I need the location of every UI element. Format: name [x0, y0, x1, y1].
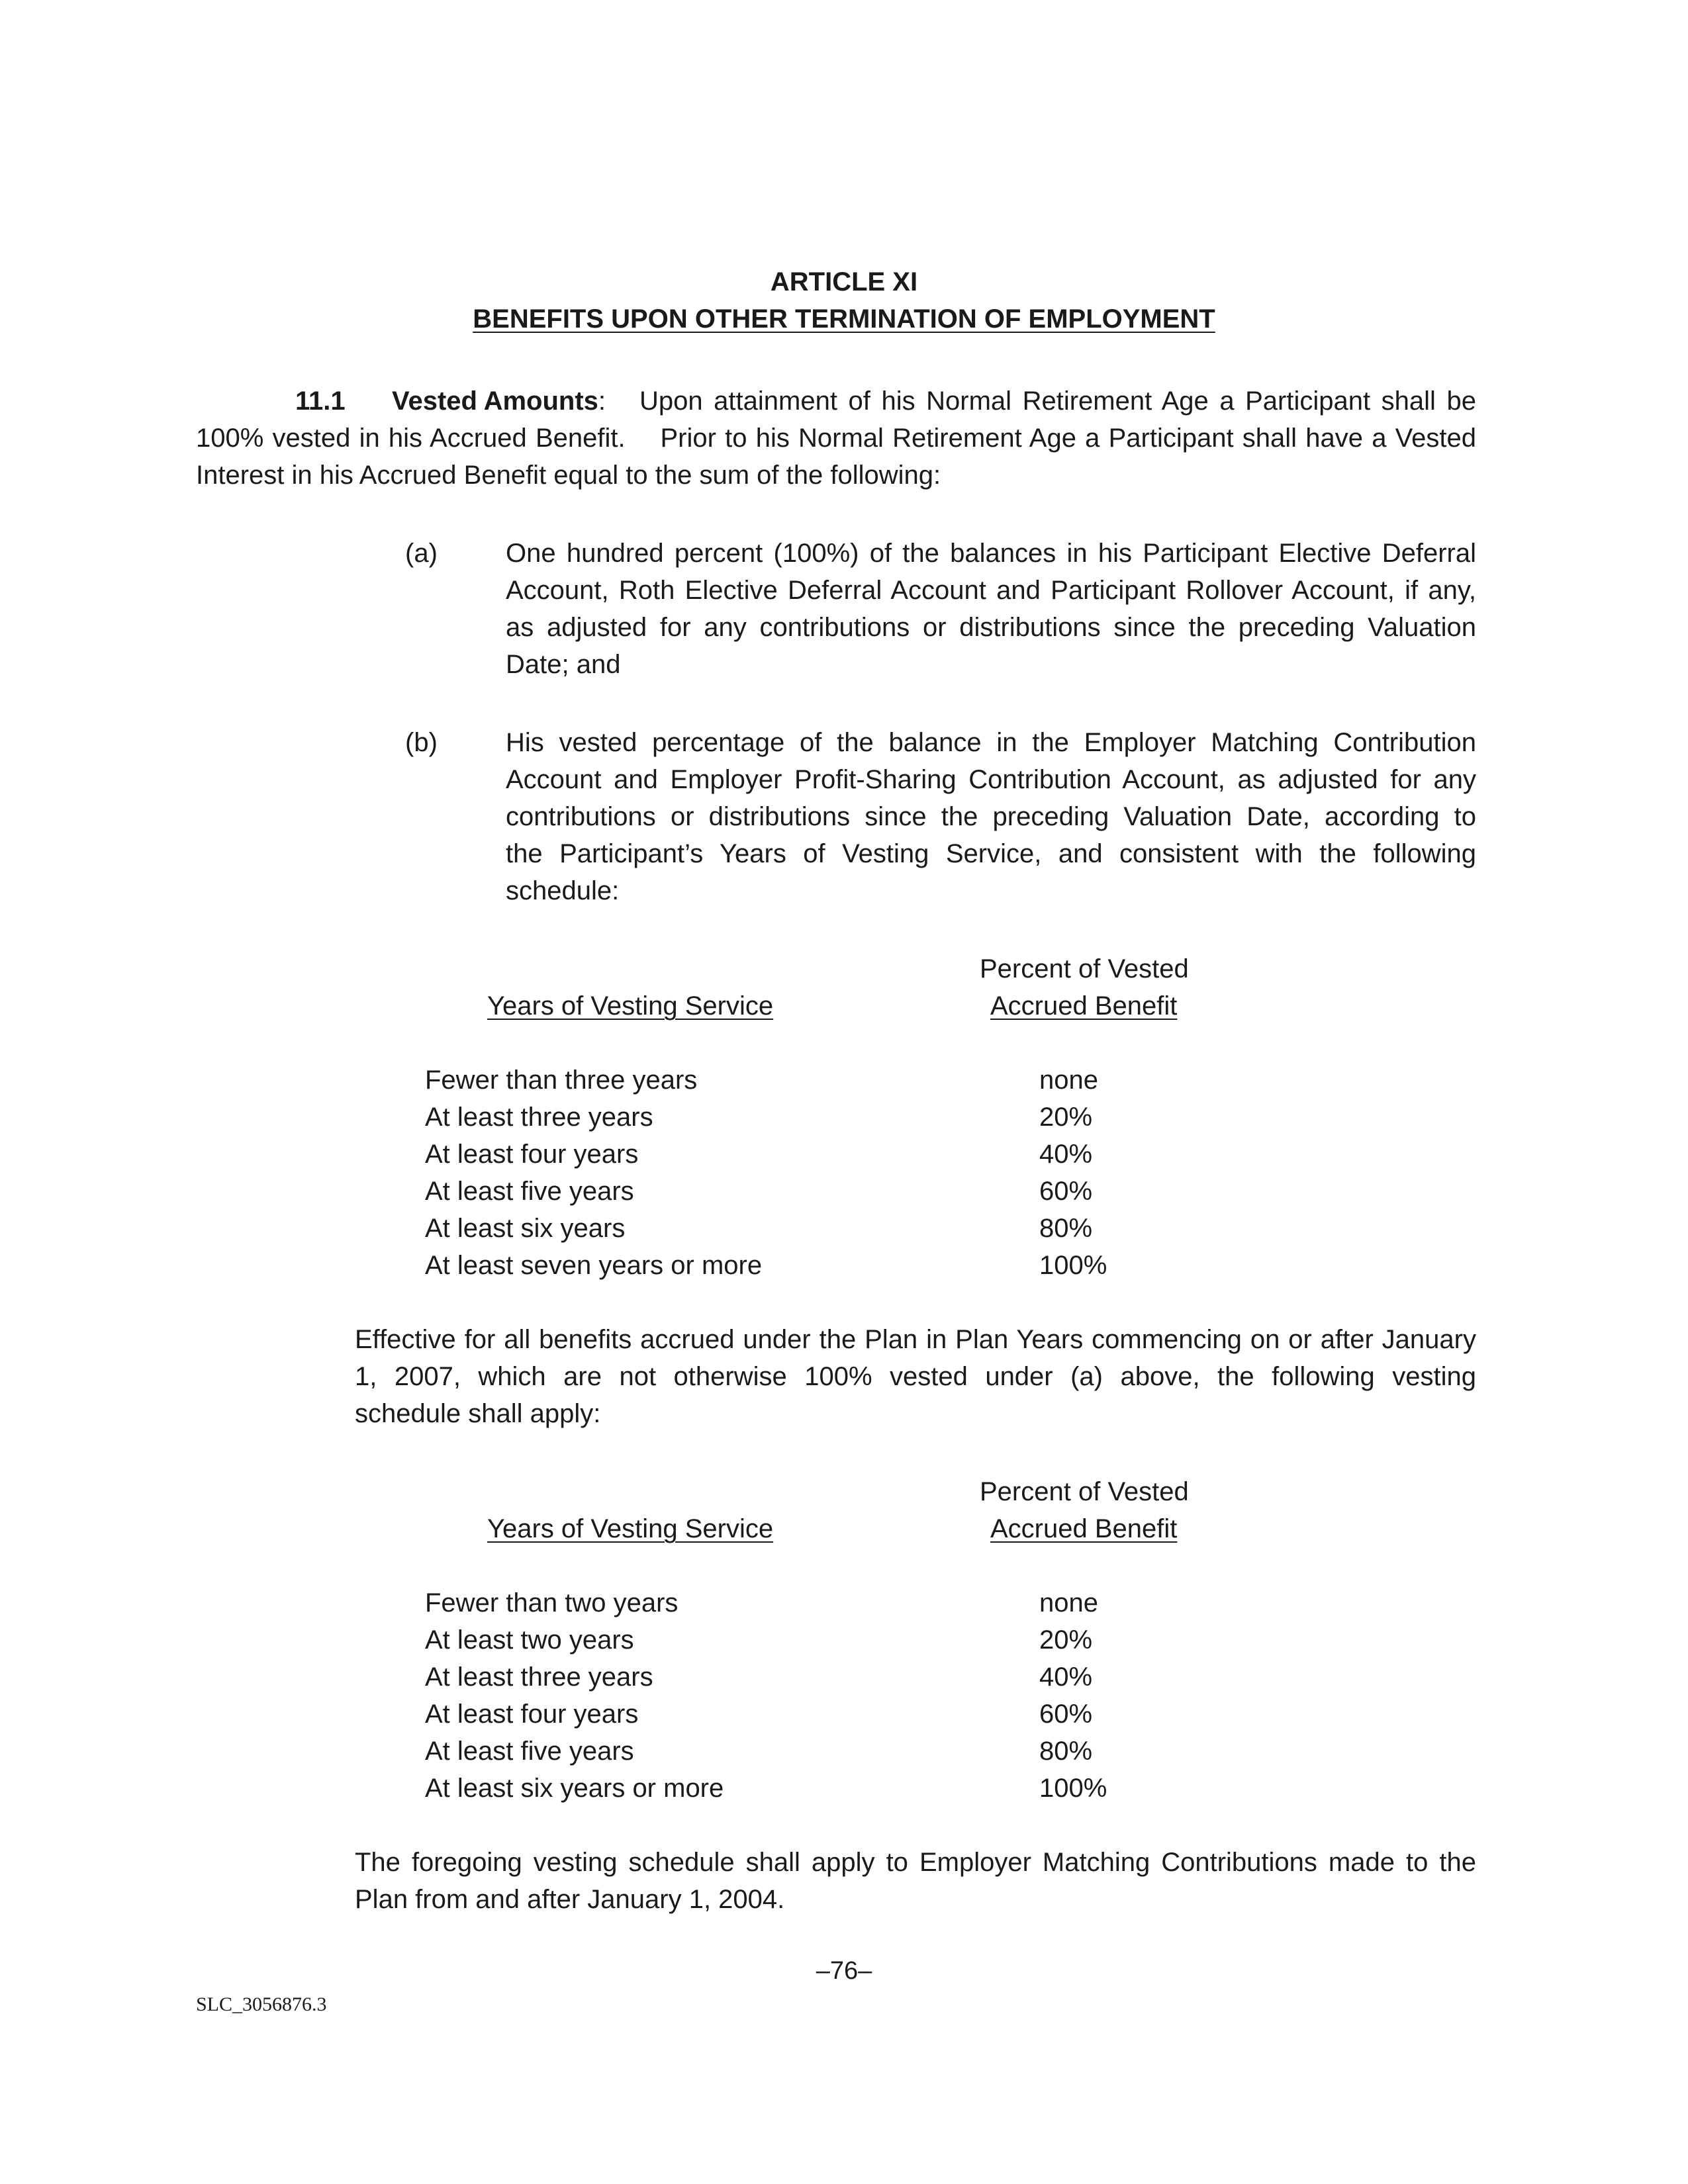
- table2-service-cell: At least five years: [425, 1737, 634, 1766]
- table2-percent-cell: 80%: [1039, 1737, 1093, 1766]
- table1-percent-cell: none: [1039, 1066, 1098, 1095]
- table2-percent-cell: 20%: [1039, 1625, 1093, 1655]
- item-b-line: the Participant’s Years of Vesting Service, and consistent with the following: [506, 839, 1476, 868]
- table2-percent-cell: 40%: [1039, 1662, 1093, 1692]
- item-b-line: schedule:: [506, 876, 620, 905]
- table2-service-cell: At least three years: [425, 1662, 653, 1692]
- table1-col2-header-line1: Percent of Vested: [980, 954, 1189, 983]
- table1-percent-cell: 40%: [1039, 1140, 1093, 1169]
- table2-percent-cell: 60%: [1039, 1700, 1093, 1729]
- section-text-line-1: Upon attainment of his Normal Retirement Age a Participant shall be: [639, 387, 1476, 416]
- item-a-line: Account, Roth Elective Deferral Account and Participant Rollover Account, if any,: [506, 576, 1476, 605]
- table2-percent-cell: 100%: [1039, 1774, 1107, 1803]
- paragraph2-line: schedule shall apply:: [355, 1399, 601, 1428]
- paragraph3-line: Plan from and after January 1, 2004.: [355, 1885, 785, 1914]
- table2-col2-header-line2: Accrued Benefit: [990, 1514, 1178, 1543]
- table2-service-cell: At least six years or more: [425, 1774, 724, 1803]
- table1-service-cell: At least three years: [425, 1103, 653, 1132]
- item-b-line: His vested percentage of the balance in the Employer Matching Contribution: [506, 728, 1476, 757]
- section-heading: Vested Amounts:: [392, 387, 606, 416]
- paragraph2-line: 1, 2007, which are not otherwise 100% vested under (a) above, the following vesting: [355, 1362, 1476, 1391]
- table1-service-cell: At least four years: [425, 1140, 639, 1169]
- item-a-line: Date; and: [506, 650, 621, 679]
- section-number: 11.1: [295, 387, 346, 416]
- document-id: SLC_3056876.3: [196, 1993, 327, 2015]
- table1-service-cell: At least six years: [425, 1214, 626, 1243]
- table1-service-cell: At least five years: [425, 1177, 634, 1206]
- article-number: ARTICLE XI: [770, 267, 918, 296]
- table2-col1-header: Years of Vesting Service: [487, 1514, 774, 1543]
- table1-percent-cell: 60%: [1039, 1177, 1093, 1206]
- item-a-label: (a): [405, 539, 438, 568]
- table1-percent-cell: 100%: [1039, 1251, 1107, 1280]
- article-title: BENEFITS UPON OTHER TERMINATION OF EMPLOYMENT: [473, 304, 1215, 334]
- table1-col2-header-line2: Accrued Benefit: [990, 991, 1178, 1021]
- item-a-line: One hundred percent (100%) of the balances in his Participant Elective Deferral: [506, 539, 1476, 568]
- paragraph3-line: The foregoing vesting schedule shall apply to Employer Matching Contributions made to the: [355, 1848, 1476, 1877]
- table1-percent-cell: 80%: [1039, 1214, 1093, 1243]
- item-a-line: as adjusted for any contributions or distributions since the preceding Valuation: [506, 613, 1476, 642]
- table2-service-cell: At least four years: [425, 1700, 639, 1729]
- item-b-label: (b): [405, 728, 438, 757]
- table1-service-cell: At least seven years or more: [425, 1251, 763, 1280]
- table1-service-cell: Fewer than three years: [425, 1066, 698, 1095]
- table1-percent-cell: 20%: [1039, 1103, 1093, 1132]
- item-b-line: Account and Employer Profit-Sharing Contribution Account, as adjusted for any: [506, 765, 1476, 794]
- table2-percent-cell: none: [1039, 1588, 1098, 1617]
- table2-service-cell: At least two years: [425, 1625, 634, 1655]
- paragraph2-line: Effective for all benefits accrued under the Plan in Plan Years commencing on or after January: [355, 1325, 1476, 1354]
- table2-col2-header-line1: Percent of Vested: [980, 1477, 1189, 1506]
- section-text-line-2: 100% vested in his Accrued Benefit. Prior to his Normal Retirement Age a Participant shall have a Vested: [196, 424, 1476, 453]
- section-text-line-3: Interest in his Accrued Benefit equal to the sum of the following:: [196, 461, 941, 490]
- page-number: –76–: [816, 1957, 872, 1985]
- table2-service-cell: Fewer than two years: [425, 1588, 679, 1617]
- item-b-line: contributions or distributions since the preceding Valuation Date, according to: [506, 802, 1476, 831]
- table1-col1-header: Years of Vesting Service: [487, 991, 774, 1021]
